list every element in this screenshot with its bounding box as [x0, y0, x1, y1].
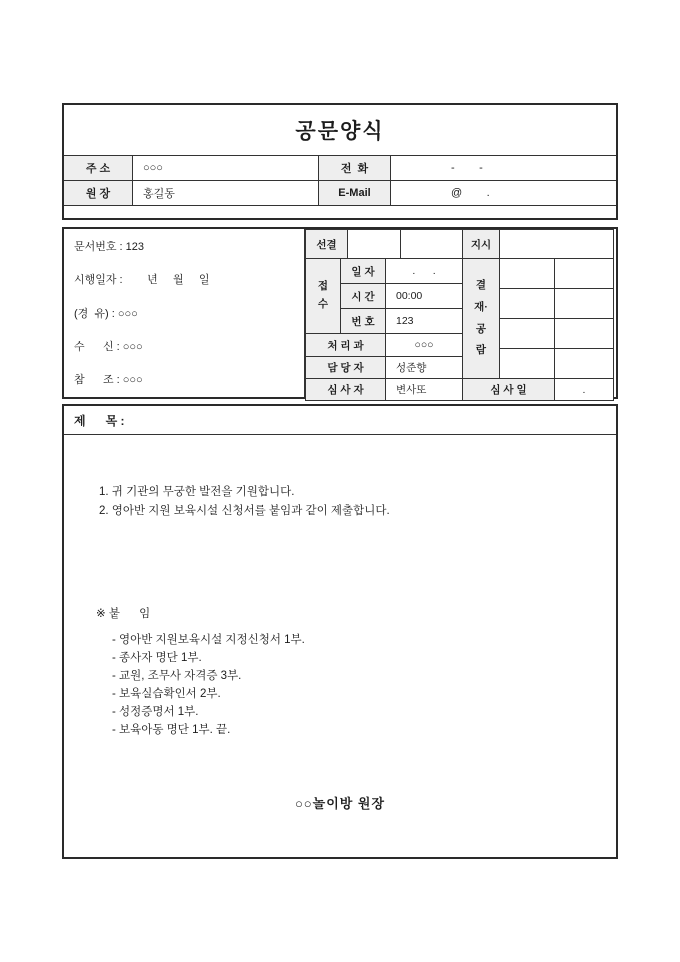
signature-line: ○○놀이방 원장 — [294, 796, 386, 811]
approval-stamp-cell — [554, 288, 614, 319]
dept-value: ○○○ — [385, 333, 463, 357]
email-value: @ . — [390, 181, 616, 205]
approval-stamp-cell — [499, 318, 555, 349]
address-value: ○○○ — [132, 156, 318, 180]
approval-stamp-cell — [554, 318, 614, 349]
attachment-item: - 영아반 지원보육시설 지정신청서 1부. — [112, 634, 305, 646]
approval-stamp-cell — [554, 258, 614, 289]
dept-label: 처 리 과 — [305, 333, 386, 357]
header-table — [62, 103, 618, 220]
attachment-item: - 보육아동 명단 1부. 끝. — [112, 724, 231, 736]
preapproval-cell-2 — [400, 229, 463, 259]
reviewer-label: 심 사 자 — [305, 378, 386, 401]
approval-stamp-cell — [554, 348, 614, 379]
director-row — [64, 180, 616, 205]
doc-number-line: 문서번호 : 123 — [74, 241, 145, 253]
preapproval-label: 선결 — [305, 229, 348, 259]
approval-stamp-cell — [499, 348, 555, 379]
via-line: (경 유) : ○○○ — [74, 307, 138, 320]
approval-stamp-cell — [499, 288, 555, 319]
recipient-line: 수 신 : ○○○ — [74, 340, 143, 353]
manager-label: 담 당 자 — [305, 356, 386, 379]
preapproval-cell-1 — [347, 229, 401, 259]
exec-date-line: 시행일자 : 년 월 일 — [74, 274, 210, 287]
body-line-2: 2. 영아반 지원 보육시설 신청서를 붙임과 같이 제출합니다. — [99, 505, 390, 517]
attachment-item: - 교원, 조무사 자격증 3부. — [112, 670, 242, 682]
phone-value: - - — [390, 156, 616, 180]
receipt-time-value: 00:00 — [385, 283, 463, 309]
approval-table — [305, 229, 616, 397]
approval-circulation-label — [462, 258, 500, 379]
director-label: 원 장 — [64, 181, 132, 205]
receipt-number-label: 번 호 — [340, 308, 386, 334]
approval-stamp-cell — [499, 258, 555, 289]
receipt-date-label: 일 자 — [340, 258, 386, 284]
attachment-header: ※ 붙 임 — [96, 608, 151, 620]
attachment-item: - 보육실습확인서 2부. — [112, 688, 221, 700]
reference-line: 참 조 : ○○○ — [74, 374, 143, 386]
subject-body-block — [62, 404, 618, 859]
body-paragraph — [99, 483, 390, 521]
reviewer-value: 변사또 — [385, 378, 463, 401]
body-line-1: 1. 귀 기관의 무궁한 발전을 기원합니다. — [99, 486, 295, 498]
review-date-label: 심 사 일 — [462, 378, 555, 401]
approval-circulation-label-text: 결재·공람 — [474, 279, 488, 357]
attachment-item: - 성정증명서 1부. — [112, 706, 199, 718]
directive-label: 지시 — [462, 229, 500, 259]
phone-label: 전 화 — [318, 156, 390, 180]
address-label: 주 소 — [64, 156, 132, 180]
document-info-panel — [64, 229, 305, 397]
receipt-date-value: . . — [385, 258, 463, 284]
subject-row — [64, 406, 616, 435]
receipt-label — [305, 258, 341, 334]
email-label: E-Mail — [318, 181, 390, 205]
document-sheet — [62, 103, 618, 859]
body-area — [64, 435, 616, 857]
main-block — [62, 227, 618, 399]
receipt-label-text: 접수 — [317, 280, 329, 310]
attachment-item: - 종사자 명단 1부. — [112, 652, 202, 664]
directive-value-cell — [499, 229, 614, 259]
address-row — [64, 155, 616, 180]
receipt-time-label: 시 간 — [340, 283, 386, 309]
manager-value: 성준향 — [385, 356, 463, 379]
receipt-number-value: 123 — [385, 308, 463, 334]
review-date-value: . — [554, 378, 614, 401]
page-title: 공문양식 — [295, 120, 385, 143]
title-row — [64, 105, 616, 155]
attachment-section — [96, 605, 305, 739]
director-value: 홍길동 — [132, 181, 318, 205]
spacer-row — [64, 205, 616, 218]
subject-label: 제 목 : — [74, 413, 125, 428]
